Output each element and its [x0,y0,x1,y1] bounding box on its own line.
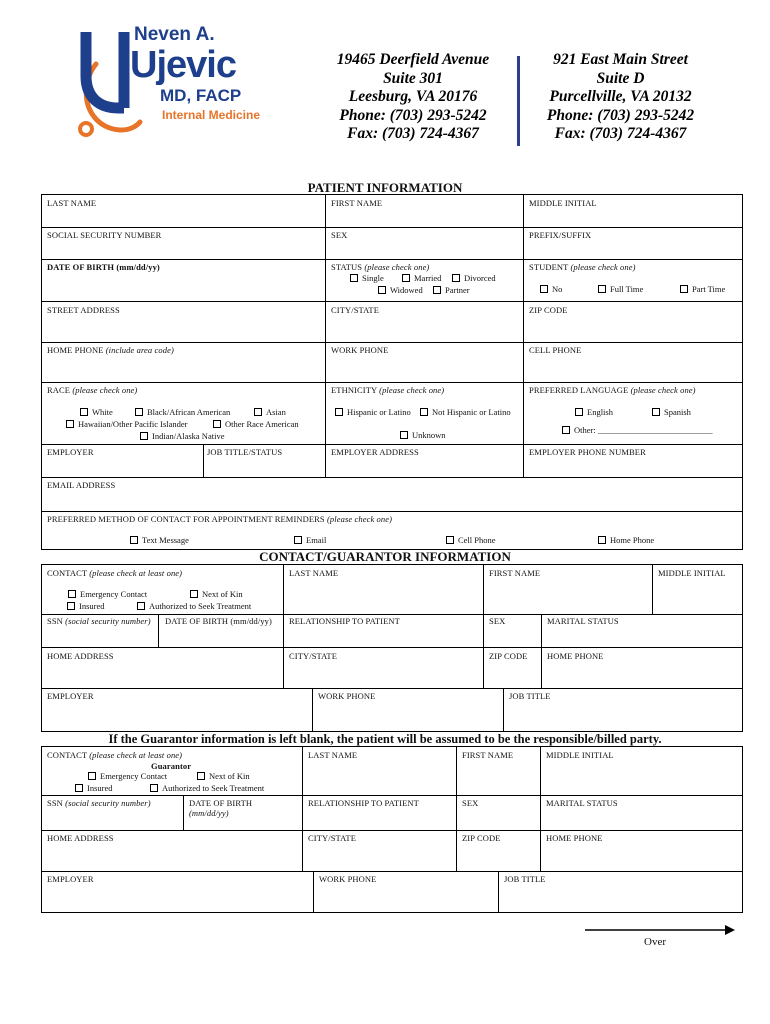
race-hawaiian-checkbox[interactable]: Hawaiian/Other Pacific Islander [66,419,188,429]
logo-first-name: Neven A. [134,24,215,45]
ethnicity-not-hispanic-checkbox[interactable]: Not Hispanic or Latino [420,407,511,417]
office2-line: Suite D [596,69,645,87]
g-dob-field[interactable]: DATE OF BIRTH (mm/dd/yy) [165,616,272,626]
g-employer-field[interactable]: EMPLOYER [47,691,94,701]
g2-zip-field[interactable]: ZIP CODE [462,833,501,843]
office1-line: 19465 Deerfield Avenue [336,51,490,68]
g-last-name-field[interactable]: LAST NAME [289,568,339,578]
g2-nextofkin-checkbox[interactable]: Next of Kin [197,771,250,781]
email-field[interactable]: EMAIL ADDRESS [47,480,116,490]
logo-credentials: MD, FACP [160,86,242,105]
g-work-phone-field[interactable]: WORK PHONE [318,691,376,701]
office2-line: Purcellville, VA 20132 [549,88,692,105]
g2-insured-checkbox[interactable]: Insured [75,783,113,793]
guarantor-info-title: CONTACT/GUARANTOR INFORMATION [259,549,511,564]
race-asian-checkbox[interactable]: Asian [254,407,286,417]
office1-line: Suite 301 [383,69,443,87]
employer-field[interactable]: EMPLOYER [47,447,94,457]
status-single-checkbox[interactable]: Single [350,273,384,283]
cell-phone-field[interactable]: CELL PHONE [529,345,582,355]
g-marital-field[interactable]: MARITAL STATUS [547,616,619,626]
g2-home-phone-field[interactable]: HOME PHONE [546,833,603,843]
g2-employer-field[interactable]: EMPLOYER [47,874,94,884]
practice-logo [78,24,278,144]
office2-line: Phone: (703) 293-5242 [546,106,695,124]
g-middle-initial-field[interactable]: MIDDLE INITIAL [658,568,726,578]
g-home-phone-field[interactable]: HOME PHONE [547,651,604,661]
patient-info-title: PATIENT INFORMATION [307,180,463,195]
middle-initial-field[interactable]: MIDDLE INITIAL [529,198,597,208]
g2-contact-label: CONTACT (please check at least one) [47,750,183,760]
ethnicity-label: ETHNICITY (please check one) [331,385,445,395]
g2-guarantor-heading: Guarantor [151,761,192,771]
contact-method-label: PREFERRED METHOD OF CONTACT FOR APPOINTMENT REMINDERS (please check one) [47,514,393,524]
first-name-field[interactable]: FIRST NAME [331,198,383,208]
g-relationship-field[interactable]: RELATIONSHIP TO PATIENT [289,616,400,626]
office2-line: 921 East Main Street [553,51,688,68]
race-label: RACE (please check one) [47,385,138,395]
g-insured-checkbox[interactable]: Insured [67,601,105,611]
g-authorized-checkbox[interactable]: Authorized to Seek Treatment [137,601,251,611]
city-state-field[interactable]: CITY/STATE [331,305,380,315]
ethnicity-unknown-checkbox[interactable]: Unknown [400,430,446,440]
g2-relationship-field[interactable]: RELATIONSHIP TO PATIENT [308,798,419,808]
student-parttime-checkbox[interactable]: Part Time [680,284,725,294]
sex-field[interactable]: SEX [331,230,348,240]
prefix-suffix-field[interactable]: PREFIX/SUFFIX [529,230,592,240]
g-emergency-checkbox[interactable]: Emergency Contact [68,589,147,599]
student-fulltime-checkbox[interactable]: Full Time [598,284,643,294]
g2-authorized-checkbox[interactable]: Authorized to Seek Treatment [150,783,264,793]
g2-home-address-field[interactable]: HOME ADDRESS [47,833,114,843]
g-contact-label: CONTACT (please check at least one) [47,568,183,578]
language-other-checkbox[interactable]: Other: ___________________________ [562,425,713,435]
g-job-title-field[interactable]: JOB TITLE [509,691,551,701]
over-label: Over [644,936,666,948]
job-title-field[interactable]: JOB TITLE/STATUS [207,447,283,457]
office1-line: Leesburg, VA 20176 [348,88,478,105]
ethnicity-hispanic-checkbox[interactable]: Hispanic or Latino [335,407,411,417]
status-label: STATUS (please check one) [331,262,430,272]
race-black-checkbox[interactable]: Black/African American [135,407,230,417]
g2-dob-field[interactable]: DATE OF BIRTH (mm/dd/yy) [189,798,253,818]
office-purcellville [523,51,718,144]
guarantor-note: If the Guarantor information is left blank, the patient will be assumed to be the responsible/billed party. [108,732,662,746]
contact-home-checkbox[interactable]: Home Phone [598,535,654,545]
g2-marital-field[interactable]: MARITAL STATUS [546,798,618,808]
g2-sex-field[interactable]: SEX [462,798,479,808]
home-phone-field[interactable]: HOME PHONE (include area code) [47,345,174,355]
logo-last-name: Ujevic [130,44,236,86]
employer-phone-field[interactable]: EMPLOYER PHONE NUMBER [529,447,646,457]
race-indian-checkbox[interactable]: Indian/Alaska Native [140,431,224,441]
student-label: STUDENT (please check one) [529,262,636,272]
office2-line: Fax: (703) 724-4367 [554,125,687,142]
status-married-checkbox[interactable]: Married [402,273,441,283]
status-widowed-checkbox[interactable]: Widowed [378,285,423,295]
g2-first-name-field[interactable]: FIRST NAME [462,750,514,760]
g-nextofkin-checkbox[interactable]: Next of Kin [190,589,243,599]
race-white-checkbox[interactable]: White [80,407,113,417]
g2-emergency-checkbox[interactable]: Emergency Contact [88,771,167,781]
language-label: PREFERRED LANGUAGE (please check one) [529,385,696,395]
language-spanish-checkbox[interactable]: Spanish [652,407,691,417]
g2-ssn-field[interactable]: SSN (social security number) [47,798,151,808]
dob-field[interactable]: DATE OF BIRTH (mm/dd/yy) [47,262,160,272]
status-partner-checkbox[interactable]: Partner [433,285,470,295]
logo-specialty: Internal Medicine [162,108,261,122]
g-first-name-field[interactable]: FIRST NAME [489,568,541,578]
employer-address-field[interactable]: EMPLOYER ADDRESS [331,447,419,457]
ssn-field[interactable]: SOCIAL SECURITY NUMBER [47,230,162,240]
g-sex-field[interactable]: SEX [489,616,506,626]
g2-job-title-field[interactable]: JOB TITLE [504,874,546,884]
office1-line: Phone: (703) 293-5242 [339,106,487,124]
language-english-checkbox[interactable]: English [575,407,613,417]
g-home-address-field[interactable]: HOME ADDRESS [47,651,114,661]
status-divorced-checkbox[interactable]: Divorced [452,273,496,283]
g-ssn-field[interactable]: SSN (social security number) [47,616,151,626]
student-no-checkbox[interactable]: No [540,284,562,294]
work-phone-field[interactable]: WORK PHONE [331,345,389,355]
arrow-right-icon [585,924,737,936]
header-divider [517,56,520,146]
g2-city-field[interactable]: CITY/STATE [308,833,357,843]
last-name-field[interactable]: LAST NAME [47,198,97,208]
office1-line: Fax: (703) 724-4367 [347,125,479,142]
contact-cell-checkbox[interactable]: Cell Phone [446,535,496,545]
g-zip-field[interactable]: ZIP CODE [489,651,528,661]
contact-text-checkbox[interactable]: Text Message [130,535,189,545]
g2-last-name-field[interactable]: LAST NAME [308,750,358,760]
race-other-checkbox[interactable]: Other Race American [213,419,299,429]
g-city-field[interactable]: CITY/STATE [289,651,338,661]
patient-info-table [41,194,743,550]
g2-work-phone-field[interactable]: WORK PHONE [319,874,377,884]
street-address-field[interactable]: STREET ADDRESS [47,305,120,315]
zip-code-field[interactable]: ZIP CODE [529,305,568,315]
contact-email-checkbox[interactable]: Email [294,535,326,545]
g2-middle-initial-field[interactable]: MIDDLE INITIAL [546,750,614,760]
office-leesburg [318,51,508,144]
